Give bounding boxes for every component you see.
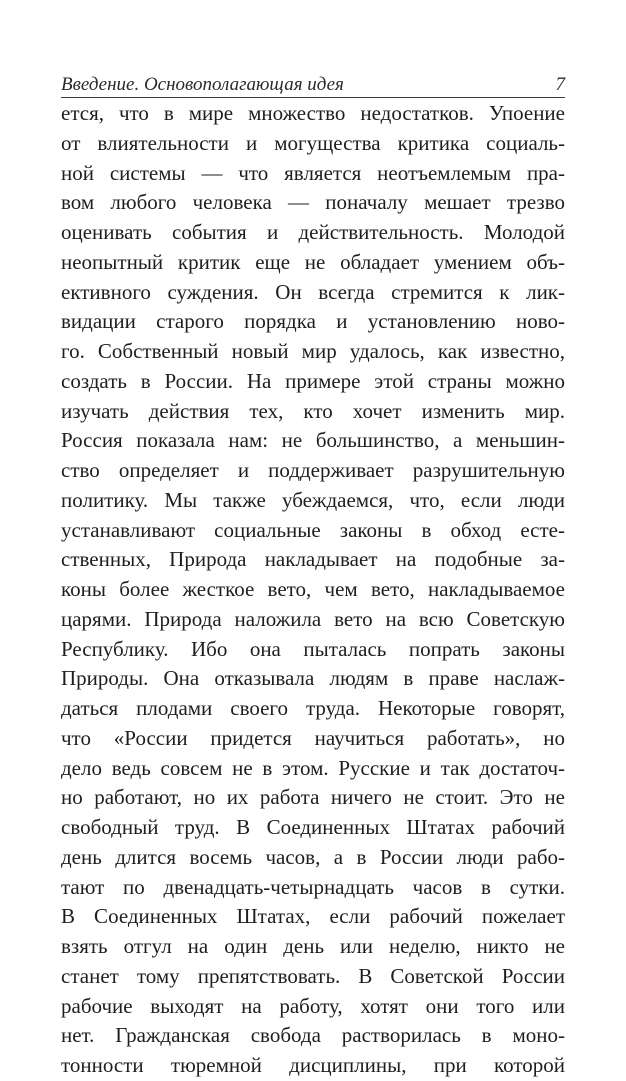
text-line: создать в России. На примере этой страны можно [61, 368, 565, 393]
text-line: В Соединенных Штатах, если рабочий пожелает [61, 904, 565, 929]
text-line: политику. Мы также убеждаемся, что, если люди [61, 487, 565, 512]
text-line: царями. Природа наложила вето на всю Советскую [61, 606, 565, 631]
running-header [61, 72, 565, 96]
text-line: но работают, но их работа ничего не стоит. Это не [61, 785, 565, 810]
header-rule [61, 97, 565, 98]
text-line: го. Собственный новый мир удалось, как известно, [61, 339, 565, 363]
text-line: нет. Гражданская свобода растворилась в моно- [61, 1023, 565, 1048]
text-line: ной системы — что является неотъемлемым пра- [61, 160, 565, 185]
text-line: взять отгул на один день или неделю, никто не [61, 934, 565, 958]
text-line: оценивать события и действительность. Молодой [61, 220, 565, 244]
text-line: изучать действия тех, кто хочет изменить мир. [61, 398, 565, 423]
text-line: вом любого человека — поначалу мешает трезво [61, 190, 565, 215]
text-line: неопытный критик еще не обладает умением объ- [61, 249, 565, 274]
text-line: рабочие выходят на работу, хотят они того или [61, 993, 565, 1018]
text-line: от влиятельности и могущества критика социаль- [61, 130, 565, 155]
text-line: день длится восемь часов, а в России люди рабо- [61, 844, 565, 869]
text-line: что «России придется научиться работать», но [61, 725, 565, 750]
text-line: ективного суждения. Он всегда стремится к лик- [61, 279, 565, 304]
text-line: ство определяет и поддерживает разрушительную [61, 458, 565, 482]
body-text [61, 99, 565, 1081]
text-line: даться плодами своего труда. Некоторые говорят, [61, 696, 565, 720]
text-line: Россия показала нам: не большинство, а меньшин- [61, 428, 565, 453]
text-line: ется, что в мире множество недостатков. Упоение [61, 101, 565, 125]
text-line: дело ведь совсем не в этом. Русские и так достаточ- [61, 755, 565, 780]
text-line: устанавливают социальные законы в обход есте- [61, 517, 565, 542]
text-line: тонности тюремной дисциплины, при которой [61, 1053, 565, 1077]
text-line: ственных, Природа накладывает на подобные за- [61, 547, 565, 572]
text-line: Природы. Она отказывала людям в праве наслаж- [61, 666, 565, 691]
text-line: тают по двенадцать-четырнадцать часов в сутки. [61, 874, 565, 899]
text-line: Республику. Ибо она пыталась попрать законы [61, 636, 565, 661]
page-number: 7 [555, 74, 565, 95]
text-line: видации старого порядка и установлению ново- [61, 309, 565, 334]
text-line: коны более жесткое вето, чем вето, накладываемое [61, 577, 565, 601]
text-line: свободный труд. В Соединенных Штатах рабочий [61, 815, 565, 839]
text-line: станет тому препятствовать. В Советской России [61, 963, 565, 988]
chapter-title: Введение. Основополагающая идея [61, 74, 344, 95]
